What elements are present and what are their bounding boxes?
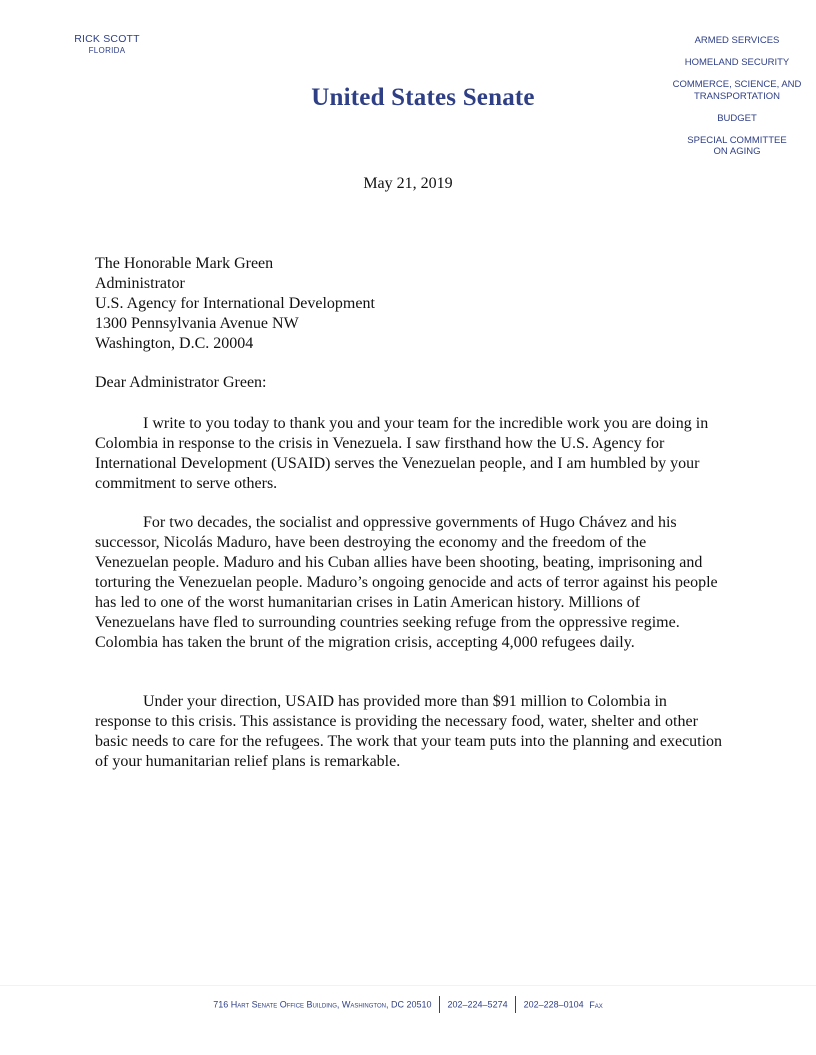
footer-separator bbox=[439, 996, 440, 1013]
letter-date: May 21, 2019 bbox=[363, 175, 453, 192]
sender-state: FLORIDA bbox=[88, 46, 126, 55]
footer-contact bbox=[0, 996, 816, 1013]
sender-block bbox=[60, 33, 154, 56]
senate-masthead: United States Senate bbox=[311, 84, 535, 111]
committee-item: SPECIAL COMMITTEE ON AGING bbox=[687, 134, 787, 157]
committee-list bbox=[662, 35, 812, 168]
recipient-line: The Honorable Mark Green bbox=[95, 255, 274, 272]
footer-phone: 202–224–5274 bbox=[447, 999, 508, 1010]
recipient-line: 1300 Pennsylvania Avenue NW bbox=[95, 315, 299, 332]
sender-name: RICK SCOTT bbox=[74, 33, 140, 45]
body-paragraph: I write to you today to thank you and your team for the incredible work you are doing in Colombia in response to the crisis in Venezuela. I saw firsthand how the U.S. Agency for International Development (USAID) serves the Venezuelan people, and I am humbled by your commitment to serve others. bbox=[95, 415, 709, 492]
committee-item: HOMELAND SECURITY bbox=[684, 57, 790, 68]
footer-address: 716 Hart Senate Office Building, Washington, DC 20510 bbox=[213, 999, 432, 1010]
body-paragraph: For two decades, the socialist and oppressive governments of Hugo Chávez and his successor, Nicolás Maduro, have been destroying the economy and the freedom of the Venezuelan people. Maduro and his Cuban allies have been shooting, beating, imprisoning and torturing the Venezuelan people. Maduro’s ongoing genocide and acts of terror against his people has led to one of the worst humanitarian crises in Latin American history. Millions of Venezuelans have fled to surrounding countries seeking refuge from the oppressive regime. Colombia has taken the brunt of the migration crisis, accepting 4,000 refugees daily. bbox=[95, 514, 718, 651]
recipient-line: U.S. Agency for International Development bbox=[95, 295, 375, 312]
committee-item: COMMERCE, SCIENCE, AND TRANSPORTATION bbox=[672, 79, 802, 102]
footer-fax-number: 202–228–0104 bbox=[523, 999, 584, 1010]
page-divider bbox=[0, 985, 816, 986]
body-paragraph: Under your direction, USAID has provided more than $91 million to Colombia in response to this crisis. This assistance is providing the necessary food, water, shelter and other basic needs to care for the refugees. The work that your team puts into the planning and execution of your humanitarian relief plans is remarkable. bbox=[95, 693, 723, 770]
recipient-line: Administrator bbox=[95, 275, 185, 292]
recipient-line: Washington, D.C. 20004 bbox=[95, 335, 254, 352]
footer-fax-label: Fax bbox=[589, 999, 603, 1010]
salutation: Dear Administrator Green: bbox=[95, 374, 267, 391]
recipient-address bbox=[95, 254, 375, 354]
committee-item: ARMED SERVICES bbox=[694, 35, 780, 46]
footer-separator bbox=[515, 996, 516, 1013]
committee-item: BUDGET bbox=[717, 112, 757, 124]
